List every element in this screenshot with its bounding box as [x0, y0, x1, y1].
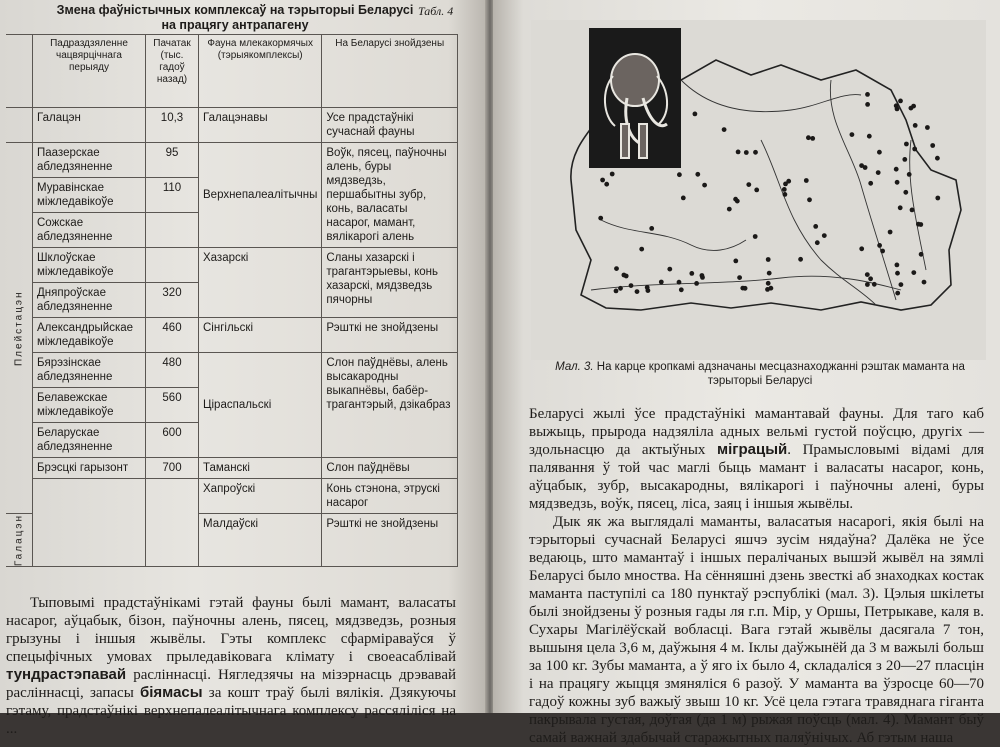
site-dot — [694, 281, 699, 286]
mammoth-sites-map — [531, 20, 986, 360]
right-body-text — [529, 405, 984, 747]
site-dot — [894, 167, 899, 172]
paragraph: Дык як жа выглядалі маманты, валасатыя насарогі, якія былі на тэрыторыі сучаснай Беларусі яшчэ зусім нядаўна? Далёка не ўсе ведаюць, што мамантаў і іншых пералічаных вышэй жывёл на зямлі Беларусі было мноства. На сённяшні дзень звесткі аб знаходках костак маманта паступілі са 180 пунктаў рэспублікі (мал. 3). Цэлыя шкілеты былі знойдзены ў розныя гады ля г.п. Мір, у Оршы, Петрыкаве, каля в. Сухары Магілёўскай вобласці. Вага гэтай жывёлы дасягала 7 тон, вышыня цела 3,6 м, даўжыня 4 м. Іклы даўжынёй да 3 м важылі больш за 100 кг. Зубы маманта, а ў яго іх было 4, складаліся з 20—27 пласцін і на працягу жыцця змяняліся 6 разоў. У маманта ва ўзросце 60—70 гадоў кожны зуб важыў звыш 10 кг. Усё цела гэтага травяднага гіганта пакрывала густая, доўгая (да 1 м) рыжая поўсць (мал. 4). Мамант быў самай важнай здабычай старажытных паляўнічых. Аб гэтым наша — [529, 514, 984, 746]
site-dot — [695, 172, 700, 177]
table-row: Шклоўскае міжледавікоўе Хазарскі Сланы хазарскі і трагантэрыевы, конь хазарскі, мядзведзь пячорны — [6, 248, 458, 283]
site-dot — [737, 275, 742, 280]
site-dot — [600, 178, 605, 183]
site-dot — [635, 289, 640, 294]
site-dot — [863, 165, 868, 170]
site-dot — [677, 280, 682, 285]
site-dot — [867, 134, 872, 139]
site-dot — [798, 257, 803, 262]
site-dot — [786, 179, 791, 184]
header-start: Пачатак (тыс. гадоў назад) — [146, 35, 199, 108]
site-dot — [810, 136, 815, 141]
site-dot — [868, 181, 873, 186]
site-dot — [727, 207, 732, 212]
table-label: Табл. 4 — [418, 4, 454, 18]
site-dot — [903, 190, 908, 195]
site-dot — [919, 252, 924, 257]
term-biomass: біямасы — [140, 684, 203, 701]
header-period: Падраздзяленне чацвярцічнага перыяду — [33, 35, 146, 108]
site-dot — [743, 286, 748, 291]
site-dot — [904, 142, 909, 147]
site-dot — [865, 282, 870, 287]
site-dot — [909, 106, 914, 111]
table-row: Галацэн 10,3 Галацэнавы Усе прадстаўнікі сучаснай фауны — [6, 108, 458, 143]
site-dot — [807, 197, 812, 202]
site-dot — [722, 127, 727, 132]
header-found: На Беларусі знойдзены — [322, 35, 458, 108]
site-dot — [911, 270, 916, 275]
site-dot — [895, 271, 900, 276]
table-row: Бярэзінскае абледзяненне 480 Цірaспальскі Слон паўднёвы, алень высакародны выкапнёвы, бабёр-трагантэрый, дзікабраз — [6, 353, 458, 388]
site-dot — [766, 257, 771, 262]
table-row: Брэсцкі гарызонт 700 Таманскі Слон паўднёвы — [6, 458, 458, 479]
site-dot — [922, 280, 927, 285]
site-dot — [744, 150, 749, 155]
site-dot — [865, 272, 870, 277]
table-row: Муравінскае міжледавікоўе 110 — [6, 178, 458, 213]
site-dot — [898, 205, 903, 210]
site-dot — [702, 183, 707, 188]
site-dot — [898, 99, 903, 104]
site-dot — [629, 283, 634, 288]
site-dot — [916, 222, 921, 227]
site-dot — [935, 156, 940, 161]
site-dot — [913, 123, 918, 128]
figure-caption — [545, 360, 975, 388]
header-fauna: Фауна млекакормячых (тэрыякомплексы) — [199, 35, 322, 108]
table-row: Плейстацэн Паазерскае абледзяненне 95 Верхнепалеалітычны Воўк, пясец, паўночны алень, буры мядзведзь, першабытны зубр, конь, валасаты насарог, мамант, вялікарогі алень — [6, 143, 458, 178]
site-dot — [822, 233, 827, 238]
site-dot — [907, 172, 912, 177]
river-dnieper — [830, 80, 896, 300]
table-row: Дняпроўскае абледзяненне 320 — [6, 283, 458, 318]
site-dot — [880, 249, 885, 254]
site-dot — [902, 157, 907, 162]
site-dot — [649, 226, 654, 231]
site-dot — [765, 287, 770, 292]
site-dot — [610, 172, 615, 177]
river-dvina — [681, 80, 861, 112]
site-dot — [877, 150, 882, 155]
site-dot — [645, 285, 650, 290]
table-row: Хапроўскі Конь стэнона, этрускі насарог — [6, 479, 458, 514]
site-dot — [754, 188, 759, 193]
site-dot — [604, 182, 609, 187]
site-dot — [618, 286, 623, 291]
site-dot — [733, 197, 738, 202]
site-dot — [894, 103, 899, 108]
site-dot — [639, 247, 644, 252]
table-header-row — [6, 35, 458, 108]
left-page — [0, 0, 487, 737]
site-dot — [681, 196, 686, 201]
left-body-text: Тыповымі прадстаўнікамі гэтай фауны былі мамант, валасаты насарог, аўцабык, бізон, паўночны алень, пясец, мядзведзь, розныя грызуны і іншыя жывёлы. Гэты комплекс сфарміраваўся ў спецыфічных умовах прыледавіковага клімату і своеасаблівай тундрастэпавай расліннасці. Нягледзячы на мізэрнасць дрэвавай расліннасці, запасы біямасы за кошт траў былі вялікія. Дзякуючы гэтаму, прадстаўнікі верхнепалеалітычнага комплексу рассяліліся на ... — [6, 595, 457, 737]
site-dot — [736, 150, 741, 155]
table-title: Змена фаўністычных комплексаў на тэрыторыі Беларусі на працягу антрапагену — [56, 3, 414, 32]
site-dot — [659, 280, 664, 285]
map-svg — [531, 20, 986, 360]
site-dot — [689, 271, 694, 276]
site-dot — [733, 259, 738, 264]
term-tundra-steppe: тундрастэпавай — [6, 666, 127, 683]
site-dot — [868, 276, 873, 281]
site-dot — [753, 150, 758, 155]
era-holocene: Галацэн — [6, 514, 33, 567]
site-dot — [910, 208, 915, 213]
site-dot — [895, 263, 900, 268]
site-dot — [899, 282, 904, 287]
caption-label: Мал. 3. — [555, 361, 594, 373]
site-dot — [767, 271, 772, 276]
site-dot — [746, 182, 751, 187]
site-dot — [815, 240, 820, 245]
site-dot — [925, 125, 930, 130]
site-dot — [667, 267, 672, 272]
site-dot — [753, 234, 758, 239]
site-dot — [700, 275, 705, 280]
site-dot — [930, 143, 935, 148]
site-dot — [876, 170, 881, 175]
site-dot — [614, 266, 619, 271]
site-dot — [872, 282, 877, 287]
site-dot — [859, 246, 864, 251]
site-dot — [766, 281, 771, 286]
site-dot — [912, 147, 917, 152]
table-row: Беларускае абледзяненне 600 — [6, 423, 458, 458]
site-dot — [806, 135, 811, 140]
site-dot — [895, 291, 900, 296]
site-dot — [679, 287, 684, 292]
site-dot — [888, 230, 893, 235]
term-migrations: міграцый — [717, 441, 788, 458]
site-dot — [895, 180, 900, 185]
site-dot — [693, 112, 698, 117]
site-dot — [865, 92, 870, 97]
site-dot — [783, 192, 788, 197]
river-neman — [601, 220, 746, 250]
right-page — [493, 0, 1000, 746]
site-dot — [813, 224, 818, 229]
site-dot — [622, 273, 627, 278]
site-dot — [677, 172, 682, 177]
table-row: Александрыйскае міжледавікоўе 460 Сінгільскі Рэшткі не знойдзены — [6, 318, 458, 353]
table-row: Белавежскае міжледавікоўе 560 — [6, 388, 458, 423]
caption-text: На карце кропкамі адзначаны месцазнаходжанні рэштак маманта на тэрыторыі Беларусі — [596, 361, 965, 387]
table-row: Галацэн Малдаўскі Рэшткі не знойдзены — [6, 514, 458, 567]
site-dot — [850, 132, 855, 137]
site-dot — [877, 243, 882, 248]
site-dot — [598, 216, 603, 221]
table-row: Сожскае абледзяненне — [6, 213, 458, 248]
site-dot — [614, 289, 619, 294]
paragraph: Беларусі жылі ўсе прадстаўнікі мамантавай фауны. Для таго каб выжыць, прырода надзяліла адных вельмі густой поўсцю, другіх — здольнасцю да актыўных міграцый. Прамысловымі відамі для палявання ў той час маглі быць мамант і валасаты насарог, конь, аўцабык, зубр, высакародны, вялікарогі і паўночны алені, буры мядзведзь, воўк, пясец, ліса, заяц і іншыя жывёлы. — [529, 406, 984, 512]
site-dot — [935, 196, 940, 201]
site-dot — [804, 178, 809, 183]
fauna-table — [6, 34, 458, 567]
site-dot — [782, 187, 787, 192]
era-pleistocene: Плейстацэн — [6, 143, 33, 514]
site-dot — [865, 102, 870, 107]
